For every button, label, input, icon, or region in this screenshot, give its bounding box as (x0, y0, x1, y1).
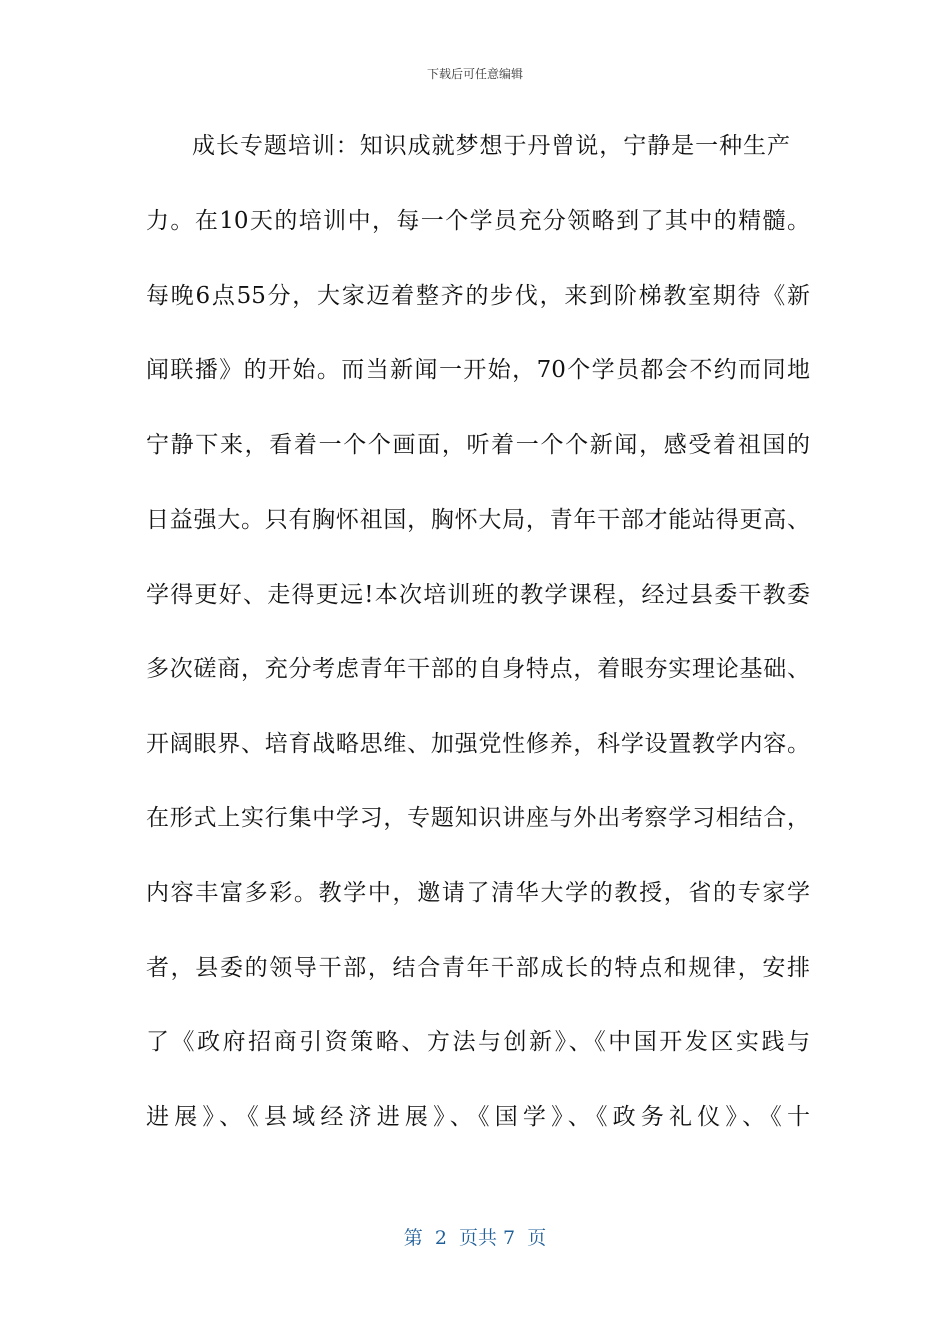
text-line: 开阔眼界、培育战略思维、加强党性修养，科学设置教学内容。 (146, 731, 810, 757)
text-line: 宁静下来，看着一个个画面，听着一个个新闻，感受着祖国的 (146, 432, 810, 458)
text-line: 内容丰富多彩。教学中，邀请了清华大学的教授，省的专家学 (146, 880, 810, 906)
text-line: 进展》、《县域经济进展》、《国学》、《政务礼仪》、《十 (146, 1104, 810, 1130)
page-header-note: 下载后可任意编辑 (426, 67, 523, 81)
text-line: 日益强大。只有胸怀祖国，胸怀大局，青年干部才能站得更高、 (146, 507, 810, 533)
page-number-footer: 第 2 页共 7 页 (403, 1227, 547, 1249)
text-line: 者，县委的领导干部，结合青年干部成长的特点和规律，安排 (146, 955, 810, 981)
text-line: 学得更好、走得更远!本次培训班的教学课程，经过县委干教委 (146, 582, 810, 608)
text-line: 成长专题培训：知识成就梦想于丹曾说，宁静是一种生产 (192, 133, 790, 159)
text-line: 闻联播》的开始。而当新闻一开始，70个学员都会不约而同地 (146, 357, 810, 383)
text-line: 在形式上实行集中学习，专题知识讲座与外出考察学习相结合， (146, 805, 810, 831)
text-line: 多次磋商，充分考虑青年干部的自身特点，着眼夯实理论基础、 (146, 656, 810, 682)
text-line: 了《政府招商引资策略、方法与创新》、《中国开发区实践与 (146, 1029, 810, 1055)
text-line: 每晚6点55分，大家迈着整齐的步伐，来到阶梯教室期待《新 (146, 283, 810, 309)
text-line: 力。在10天的培训中，每一个学员充分领略到了其中的精髓。 (146, 208, 810, 234)
